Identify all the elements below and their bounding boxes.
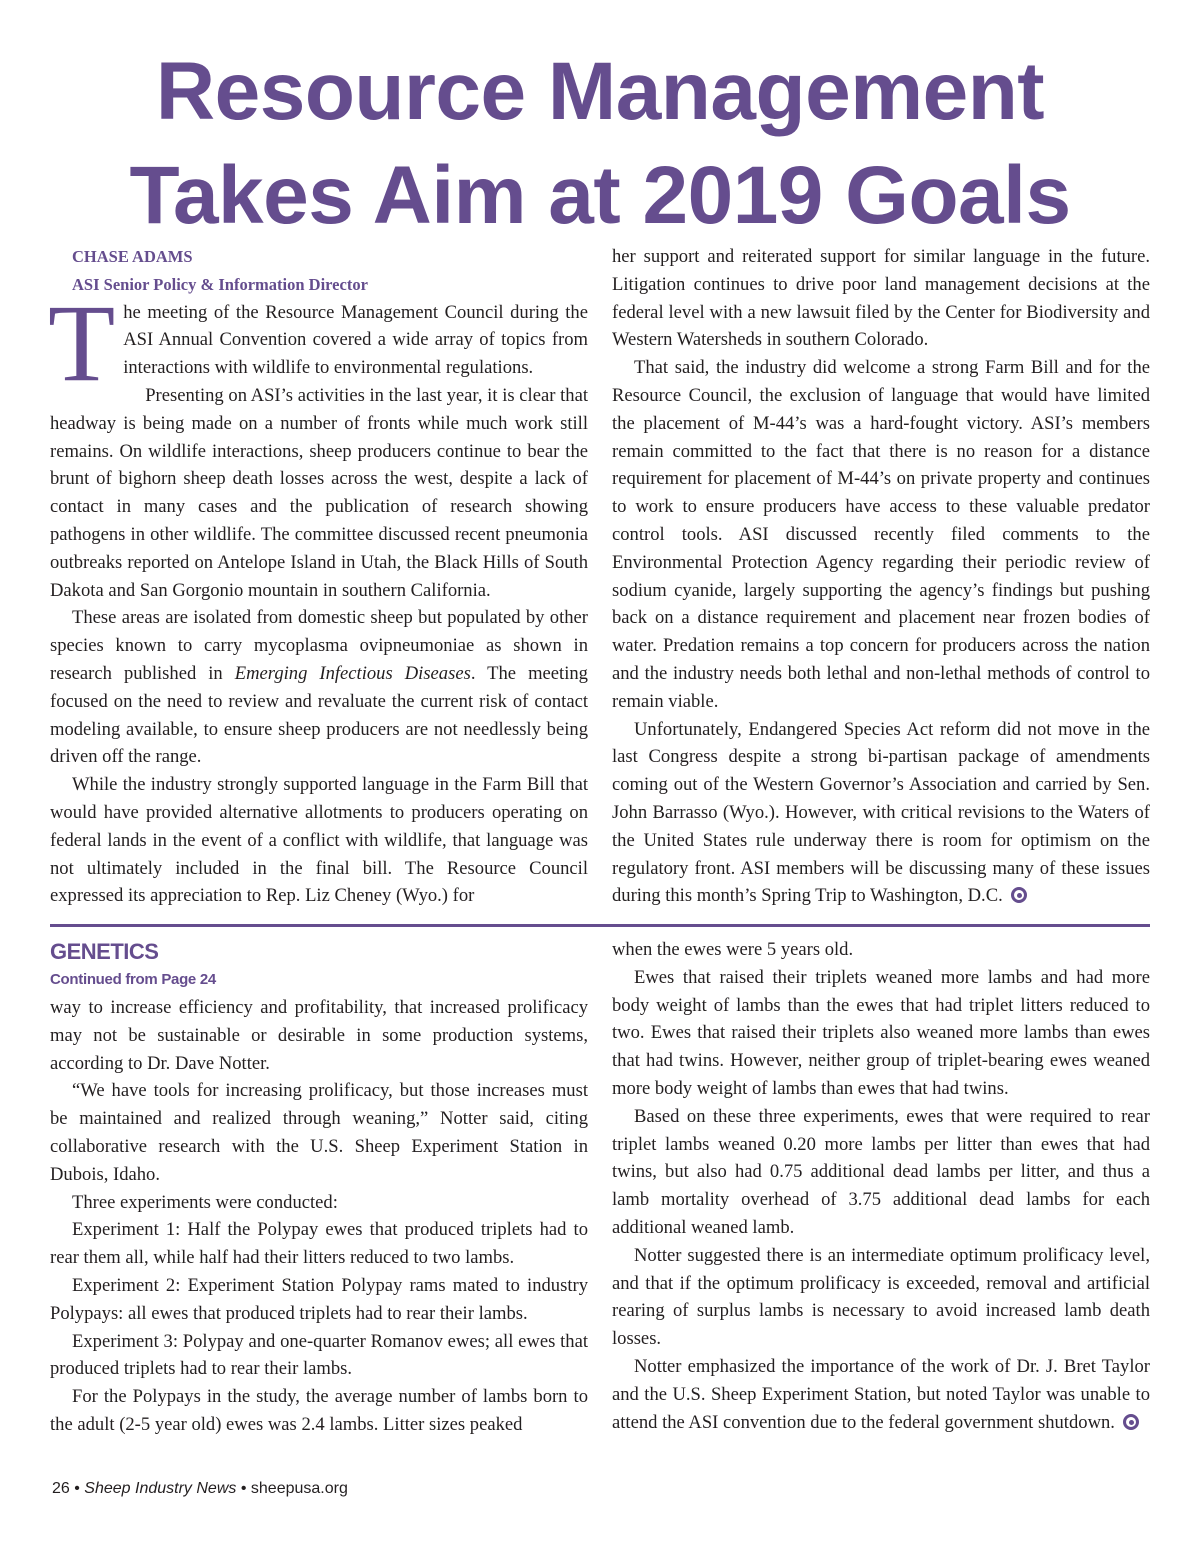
genetics-paragraph-6: Experiment 3: Polypay and one-quarter Romanov ewes; all ewes that produced triplets had to rear their lambs. bbox=[50, 1330, 588, 1380]
article-paragraph-2: Presenting on ASI’s activities in the last year, it is clear that headway is being made on a number of fronts while much work still remains. On wildlife interactions, sheep producers continue to bear the brunt of bighorn sheep death losses across the west, despite a lack of contact in many cases and the publication of research showing pathogens in other wildlife. The committee discussed recent pneumonia outbreaks reported on Antelope Island in Utah, the Black Hills of South Dakota and San Gorgonio mountain in southern California. bbox=[50, 384, 588, 601]
footer-separator: • bbox=[240, 1480, 247, 1497]
genetics-paragraph-11: Notter emphasized the importance of the work of Dr. J. Bret Taylor and the U.S. Sheep Experiment Station, but noted Taylor was unable to attend the ASI convention due to the federal government shutdown. bbox=[612, 1355, 1150, 1433]
genetics-paragraph-5: Experiment 2: Experiment Station Polypay rams mated to industry Polypays: all ewes that produced triplets had to rear their lambs. bbox=[50, 1274, 588, 1324]
article-paragraph-1: The meeting of the Resource Management Council during the ASI Annual Convention covered a wide array of topics from interactions with wildlife to environmental regulations. bbox=[48, 281, 588, 404]
page-title bbox=[0, 40, 1200, 248]
genetics-paragraph-7: For the Polypays in the study, the average number of lambs born to the adult (2-5 year old) ewes was 2.4 lambs. Litter sizes peaked bbox=[50, 1386, 588, 1435]
page-footer bbox=[52, 1480, 348, 1498]
page-number: 26 • bbox=[52, 1480, 80, 1497]
article-left-column bbox=[50, 243, 588, 910]
genetics-heading: GENETICS bbox=[50, 939, 159, 964]
continued-note: Continued from Page 24 bbox=[50, 971, 216, 988]
genetics-paragraph-8: Ewes that raised their triplets weaned more lambs and had more body weight of lambs than the ewes that had triplet litters reduced to two. Ewes that raised their triplets also weaned more lambs than ewes that had twins. However, neither group of triplet-bearing ewes weaned more body weight of lambs than ewes that had twins. bbox=[612, 966, 1150, 1099]
genetics-paragraph-3: Three experiments were conducted: bbox=[72, 1191, 338, 1213]
end-mark-icon bbox=[1123, 1414, 1139, 1430]
journal-title: Emerging Infectious Diseases bbox=[234, 662, 471, 684]
genetics-right-column bbox=[612, 936, 1150, 1436]
genetics-paragraph-2: “We have tools for increasing prolificacy, but those increases must be maintained and realized through weaning,” Notter said, citing collaborative research with the U.S. Sheep Experiment Station in Dubois, Idaho. bbox=[50, 1080, 588, 1185]
author-name: CHASE ADAMS bbox=[72, 247, 193, 266]
publication-name: Sheep Industry News bbox=[84, 1480, 237, 1497]
website-link[interactable]: sheepusa.org bbox=[250, 1480, 348, 1497]
article-paragraph-4: While the industry strongly supported language in the Farm Bill that would have provided alternative allotments to producers operating on federal lands in the event of a conflict with wildlife, that language was not ultimately included in the final bill. The Resource Council expressed its appreciation to Rep. Liz Cheney (Wyo.) for bbox=[50, 774, 588, 907]
article-paragraph-5: That said, the industry did welcome a strong Farm Bill and for the Resource Council, the exclusion of language that would have limited the placement of M-44’s was a hard-fought victory. ASI’s members remain committed to the fact that there is no reason for a distance requirement for placement of M-44’s on private property and continues to work to ensure producers have access to these valuable predator control tools. ASI discussed recently filed comments to the Environmental Protection Agency regarding their periodic review of sodium cyanide, largely supporting the agency’s findings but pushing back on a distance requirement and placement near frozen bodies of water. Predation remains a top concern for producers across the nation and the industry needs both lethal and non-lethal methods of control to remain viable. bbox=[612, 357, 1150, 712]
author-title: ASI Senior Policy & Information Director bbox=[72, 274, 368, 294]
article-paragraph-4-continued: her support and reiterated support for similar language in the future. Litigation continues to drive poor land management decisions at the federal level with a new lawsuit filed by the Center for Biodiversity and Western Watersheds in southern Colorado. bbox=[612, 246, 1150, 351]
article-paragraph-3: These areas are isolated from domestic sheep but populated by other species known to carry mycoplasma ovipneumoniae as shown in research published in Emerging Infectious Diseases. The meeting focused on the need to review and revaluate the current risk of contact modeling available, to ensure sheep producers are not needlessly being driven off the range. bbox=[50, 607, 588, 768]
genetics-paragraph-1: way to increase efficiency and profitability, that increased prolificacy may not be sustainable or desirable in some production systems, according to Dr. Dave Notter. bbox=[50, 997, 588, 1074]
drop-cap: T bbox=[48, 281, 116, 404]
article-paragraph-6: Unfortunately, Endangered Species Act reform did not move in the last Congress despite a strong bi-partisan package of amendments coming out of the Western Governor’s Association and carried by Sen. John Barrasso (Wyo.). However, with critical revisions to the Waters of the United States rule underway there is room for optimism on the regulatory front. ASI members will be discussing many of these issues during this month’s Spring Trip to Washington, D.C. bbox=[612, 718, 1150, 907]
title-line-2: Takes Aim at 2019 Goals bbox=[129, 150, 1071, 241]
section-divider bbox=[50, 924, 1150, 927]
genetics-paragraph-10: Notter suggested there is an intermediate optimum prolificacy level, and that if the optimum prolificacy is exceeded, removal and artificial rearing of surplus lambs is necessary to avoid increased lamb death losses. bbox=[612, 1244, 1150, 1350]
end-mark-icon bbox=[1011, 887, 1027, 903]
genetics-paragraph-7-continued: when the ewes were 5 years old. bbox=[612, 939, 854, 960]
title-line-1: Resource Management bbox=[155, 46, 1045, 137]
genetics-paragraph-9: Based on these three experiments, ewes that were required to rear triplet lambs weaned 0.20 more lambs per litter than ewes that had twins, but also had 0.75 additional dead lambs per litter, and thus a lamb mortality overhead of 3.75 additional dead lambs for each additional weaned lamb. bbox=[612, 1105, 1150, 1238]
genetics-left-column bbox=[50, 938, 588, 1439]
genetics-paragraph-4: Experiment 1: Half the Polypay ewes that produced triplets had to rear them all, while half had their litters reduced to two lambs. bbox=[50, 1219, 588, 1269]
article-right-column bbox=[612, 243, 1150, 910]
